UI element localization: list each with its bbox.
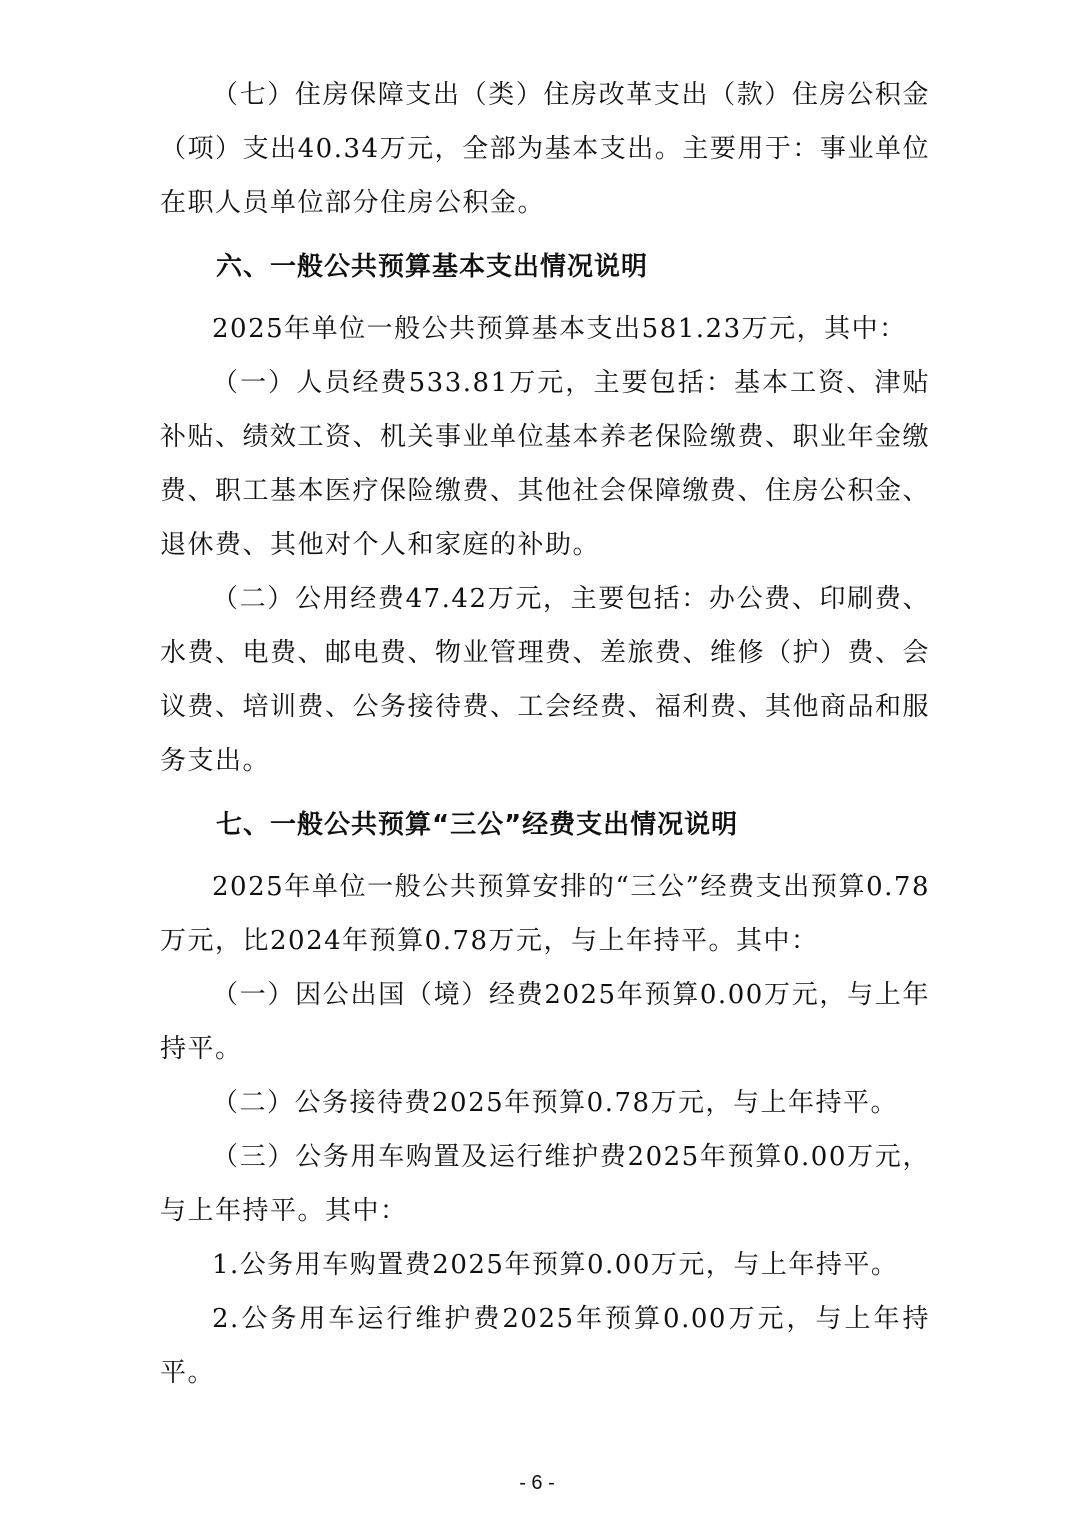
paragraph-three-public-total: 2025年单位一般公共预算安排的“三公”经费支出预算0.78万元，比2024年预算0.78万元，与上年持平。其中： xyxy=(160,872,930,956)
section-heading-basic-expenditure: 六、一般公共预算基本支出情况说明 xyxy=(216,252,649,282)
paragraph-personnel-expenses: （一）人员经费533.81万元，主要包括：基本工资、津贴补贴、绩效工资、机关事业单位基本养老保险缴费、职业年金缴费、职工基本医疗保险缴费、其他社会保障缴费、住房公积金、退休费、其他对个人和家庭的补助。 xyxy=(160,368,931,560)
paragraph-public-expenses: （二）公用经费47.42万元，主要包括：办公费、印刷费、水费、电费、邮电费、物业管理费、差旅费、维修（护）费、会议费、培训费、公务接待费、工会经费、福利费、其他商品和服务支出。 xyxy=(160,584,931,776)
paragraph-official-vehicles: （三）公务用车购置及运行维护费2025年预算0.00万元，与上年持平。其中： xyxy=(160,1142,930,1226)
section-heading-three-public-expenses: 七、一般公共预算“三公”经费支出情况说明 xyxy=(216,810,739,840)
paragraph-housing-expenditure: （七）住房保障支出（类）住房改革支出（款）住房公积金（项）支出40.34万元，全部为基本支出。主要用于：事业单位在职人员单位部分住房公积金。 xyxy=(160,80,930,218)
page-number: - 6 - xyxy=(519,1472,555,1494)
paragraph-official-reception: （二）公务接待费2025年预算0.78万元，与上年持平。 xyxy=(212,1088,899,1118)
paragraph-overseas-travel: （一）因公出国（境）经费2025年预算0.00万元，与上年持平。 xyxy=(160,980,930,1064)
document-body xyxy=(160,68,930,1400)
paragraph-vehicle-maintenance: 2.公务用车运行维护费2025年预算0.00万元，与上年持平。 xyxy=(160,1304,930,1388)
paragraph-vehicle-purchase: 1.公务用车购置费2025年预算0.00万元，与上年持平。 xyxy=(212,1250,899,1280)
paragraph-basic-expenditure-total: 2025年单位一般公共预算基本支出581.23万元，其中： xyxy=(212,314,907,344)
